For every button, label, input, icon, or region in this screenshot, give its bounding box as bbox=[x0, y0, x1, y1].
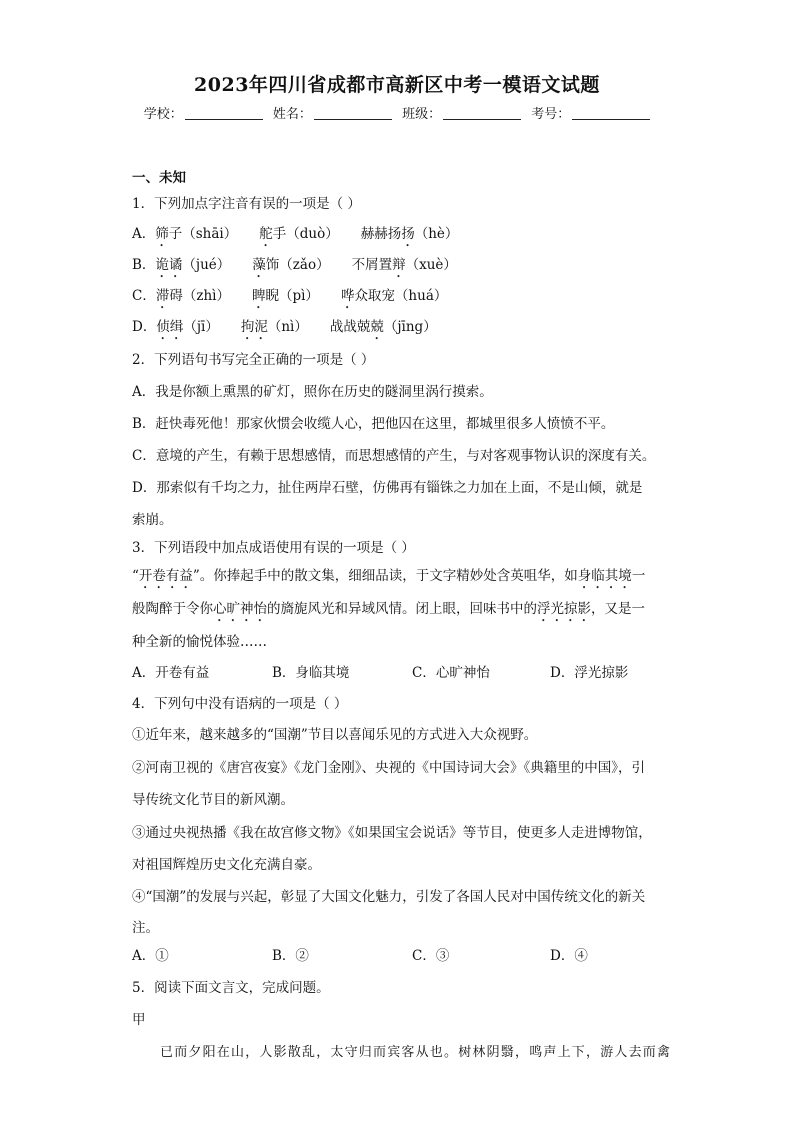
name-blank[interactable] bbox=[314, 107, 392, 120]
q2-option-d: D．那索似有千均之力，扯住两岸石壁，仿佛再有锱铢之力加在上面，不是山倾，就是 bbox=[132, 480, 643, 496]
q1-option-d: D．侦缉（jī） 拘泥（nì） 战战兢兢（jīng） bbox=[132, 319, 437, 335]
q3-options bbox=[132, 661, 628, 681]
q2-stem: 2．下列语句书写完全正确的一项是（ ） bbox=[132, 352, 375, 368]
q3-passage-line-3: 种全新的愉悦体验…… bbox=[132, 634, 267, 650]
q1-option-c: C．滞碍（zhì） 睥睨（pì） 哗众取宠（huá） bbox=[132, 288, 448, 304]
q5-passage-text: 已而夕阳在山，人影散乱，太守归而宾客从也。树林阴翳，鸣声上下，游人去而禽 bbox=[160, 1045, 672, 1060]
q4-options bbox=[132, 944, 588, 964]
q3-option-a: A．开卷有益 bbox=[132, 665, 210, 681]
q3-passage-line-1: “开卷有益”。你捧起手中的散文集，细细品读，于文字精妙处含英咀华，如身临其境一 bbox=[132, 568, 646, 584]
q4-option-a: A．① bbox=[132, 948, 169, 964]
q1-option-a: A．筛子（shāi） 舵手（duò） 赫赫扬扬（hè） bbox=[132, 226, 459, 242]
q5-stem: 5．阅读下面文言文，完成问题。 bbox=[132, 980, 330, 996]
q1-stem: 1．下列加点字注音有误的一项是（ ） bbox=[132, 196, 361, 212]
student-info-row bbox=[0, 103, 794, 122]
q5-passage-label: 甲 bbox=[132, 1012, 146, 1028]
class-field: 班级： bbox=[402, 103, 521, 122]
school-field: 学校： bbox=[144, 103, 263, 122]
section-heading: 一、未知 bbox=[132, 170, 186, 186]
q2-option-d-cont: 索崩。 bbox=[132, 512, 173, 528]
q4-sentence-4-cont: 注。 bbox=[132, 920, 159, 936]
q4-sentence-4: ④“国潮”的发展与兴起，彰显了大国文化魅力，引发了各国人民对中国传统文化的新关 bbox=[132, 889, 646, 905]
q4-option-b: B．② bbox=[272, 948, 309, 964]
q4-sentence-3: ③通过央视热播《我在故宫修文物》《如果国宝会说话》等节目，使更多人走进博物馆， bbox=[132, 825, 652, 841]
q2-option-c: C．意境的产生，有赖于思想感情，而思想感情的产生，与对客观事物认识的深度有关。 bbox=[132, 448, 656, 464]
q4-sentence-1: ①近年来，越来越多的“国潮”节目以喜闻乐见的方式进入大众视野。 bbox=[132, 727, 538, 743]
school-blank[interactable] bbox=[185, 107, 263, 120]
q3-passage-line-2: 般陶醉于令你心旷神怡的旖旎风光和异域风情。闭上眼，回味书中的浮光掠影，又是一 bbox=[132, 601, 645, 617]
exam-number-field: 考号： bbox=[531, 103, 650, 122]
q3-option-b: B．身临其境 bbox=[272, 665, 350, 681]
q4-option-d: D．④ bbox=[550, 948, 588, 964]
class-blank[interactable] bbox=[443, 107, 521, 120]
name-field: 姓名： bbox=[273, 103, 392, 122]
q3-stem: 3．下列语段中加点成语使用有误的一项是（ ） bbox=[132, 540, 415, 556]
q4-sentence-2-cont: 导传统文化节目的新风潮。 bbox=[132, 792, 294, 808]
q4-option-c: C．③ bbox=[412, 948, 450, 964]
q3-option-c: C．心旷神怡 bbox=[412, 665, 490, 681]
page-title: 2023年四川省成都市高新区中考一模语文试题 bbox=[194, 74, 600, 96]
exam-number-blank[interactable] bbox=[572, 107, 650, 120]
q2-option-a: A．我是你额上熏黑的矿灯，照你在历史的隧洞里涡行摸索。 bbox=[132, 384, 493, 400]
q4-sentence-2: ②河南卫视的《唐宫夜宴》《龙门金刚》、央视的《中国诗词大会》《典籍里的中国》，引 bbox=[132, 760, 645, 776]
q3-option-d: D．浮光掠影 bbox=[550, 665, 629, 681]
q4-stem: 4．下列句中没有语病的一项是（ ） bbox=[132, 696, 348, 712]
q2-option-b: B．赶快毒死他！那家伙惯会收缆人心，把他囚在这里，都城里很多人愤愤不平。 bbox=[132, 416, 615, 432]
q4-sentence-3-cont: 对祖国辉煌历史文化充满自豪。 bbox=[132, 857, 321, 873]
q1-option-b: B．诡谲（jué） 藻饰（zǎo） 不屑置辩（xuè） bbox=[132, 257, 457, 273]
